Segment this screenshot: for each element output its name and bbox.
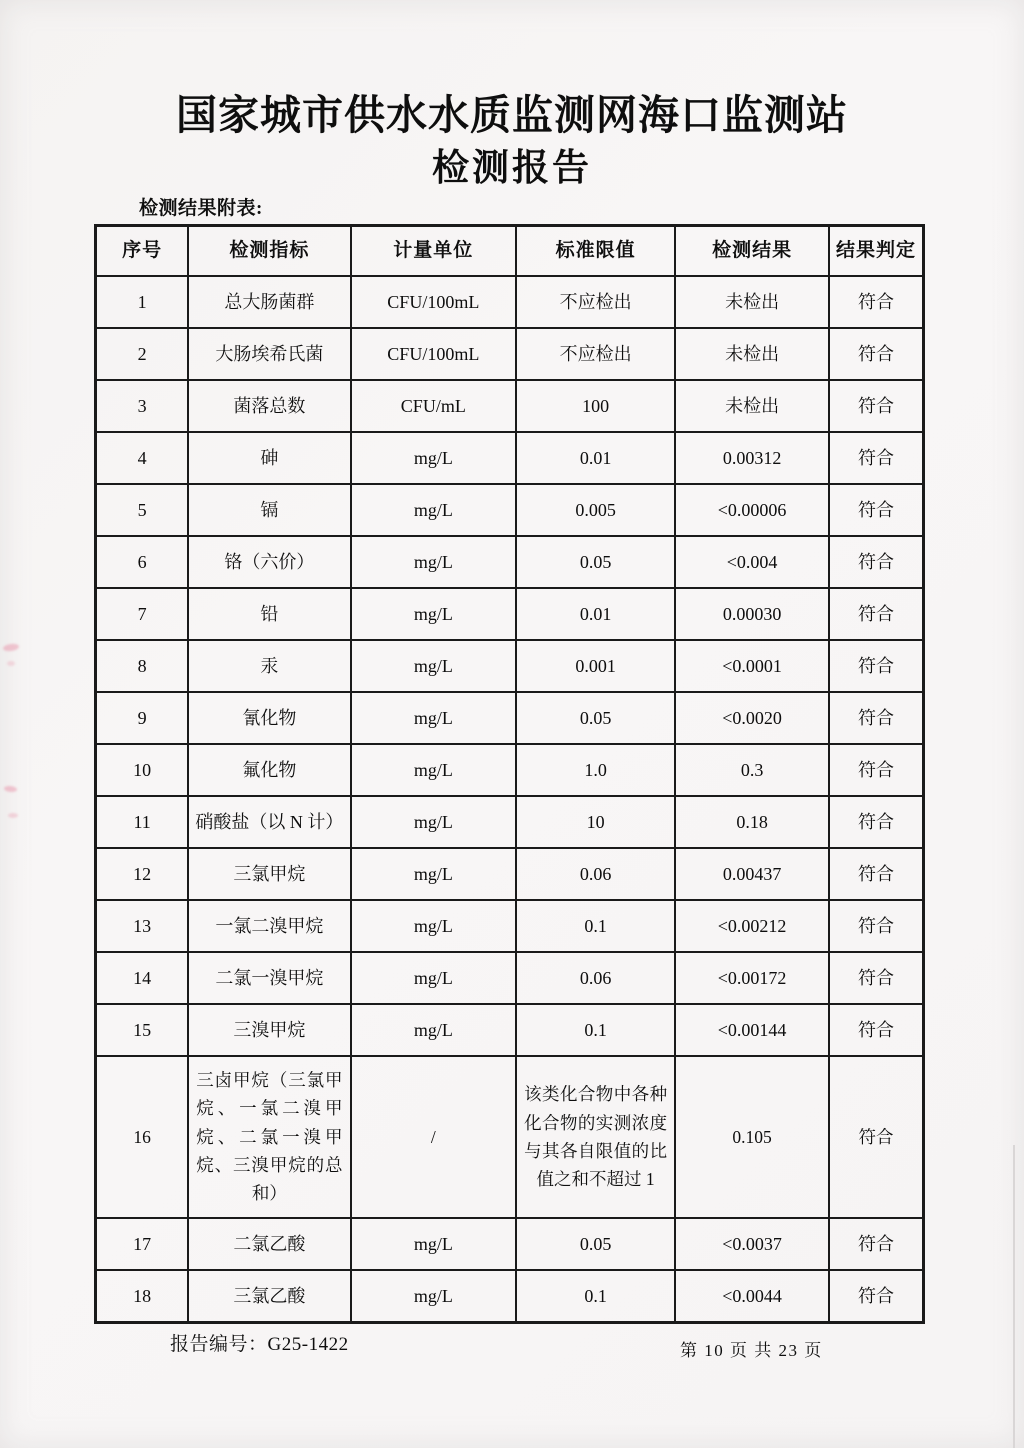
table-cell: 12 [96, 848, 189, 900]
page-indicator: 第 10 页 共 23 页 [680, 1341, 823, 1360]
table-cell: 不应检出 [516, 276, 675, 328]
table-label: 检测结果附表: [139, 198, 263, 219]
table-cell: 0.00030 [675, 588, 829, 640]
scan-smudge [7, 661, 15, 666]
table-row [96, 744, 924, 796]
table-cell: 符合 [829, 380, 923, 432]
table-cell: 13 [96, 900, 189, 952]
table-cell: CFU/100mL [351, 276, 517, 328]
table-cell: 0.1 [516, 1270, 675, 1323]
table-cell: <0.004 [675, 536, 829, 588]
table-cell: 2 [96, 328, 189, 380]
table-cell: 0.3 [675, 744, 829, 796]
table-cell: 符合 [829, 1270, 923, 1323]
table-cell: mg/L [351, 848, 517, 900]
report-number-line [170, 1329, 349, 1356]
table-cell: 0.00312 [675, 432, 829, 484]
header-limit: 标准限值 [516, 226, 675, 277]
table-row [96, 328, 924, 380]
table-row [96, 952, 924, 1004]
table-cell: 氰化物 [188, 692, 350, 744]
table-cell: 3 [96, 380, 189, 432]
table-cell: 100 [516, 380, 675, 432]
table-cell: mg/L [351, 1218, 517, 1270]
table-cell: 11 [96, 796, 189, 848]
table-cell: mg/L [351, 1270, 517, 1323]
table-cell: 符合 [829, 744, 923, 796]
table-cell: <0.00006 [675, 484, 829, 536]
table-row [96, 1218, 924, 1270]
table-cell: 符合 [829, 276, 923, 328]
page-edge-line [1013, 1145, 1015, 1448]
table-row [96, 692, 924, 744]
table-row [96, 796, 924, 848]
table-cell: 未检出 [675, 276, 829, 328]
header-indicator: 检测指标 [188, 226, 350, 277]
table-cell: 0.1 [516, 1004, 675, 1056]
results-table [94, 224, 925, 1324]
table-cell: <0.0037 [675, 1218, 829, 1270]
table-cell: 4 [96, 432, 189, 484]
table-cell: mg/L [351, 536, 517, 588]
table-cell: 符合 [829, 1056, 923, 1218]
table-cell: 14 [96, 952, 189, 1004]
header-unit: 计量单位 [351, 226, 517, 277]
table-cell: 7 [96, 588, 189, 640]
table-cell: 符合 [829, 848, 923, 900]
header-judgment: 结果判定 [829, 226, 923, 277]
table-cell: 未检出 [675, 328, 829, 380]
table-cell: 0.05 [516, 536, 675, 588]
table-cell: 符合 [829, 328, 923, 380]
table-cell: mg/L [351, 796, 517, 848]
table-row [96, 536, 924, 588]
table-cell: 18 [96, 1270, 189, 1323]
table-cell: 10 [96, 744, 189, 796]
table-cell: mg/L [351, 1004, 517, 1056]
table-cell: 0.06 [516, 952, 675, 1004]
table-cell: 总大肠菌群 [188, 276, 350, 328]
table-cell: 铬（六价） [188, 536, 350, 588]
table-row [96, 276, 924, 328]
table-cell: 三卤甲烷（三氯甲烷、一氯二溴甲烷、二氯一溴甲烷、三溴甲烷的总和） [188, 1056, 350, 1218]
table-cell: <0.0020 [675, 692, 829, 744]
table-cell: 0.00437 [675, 848, 829, 900]
scan-smudge [4, 785, 18, 792]
table-cell: mg/L [351, 484, 517, 536]
header-result: 检测结果 [675, 226, 829, 277]
table-cell: 符合 [829, 900, 923, 952]
table-cell: 符合 [829, 952, 923, 1004]
table-cell: CFU/100mL [351, 328, 517, 380]
table-cell: 0.01 [516, 432, 675, 484]
table-cell: CFU/mL [351, 380, 517, 432]
table-cell: 0.06 [516, 848, 675, 900]
table-cell: 符合 [829, 692, 923, 744]
table-row [96, 1270, 924, 1323]
table-cell: 菌落总数 [188, 380, 350, 432]
report-title-line2: 检测报告 [432, 148, 592, 189]
table-cell: 三氯乙酸 [188, 1270, 350, 1323]
scan-smudge [3, 643, 20, 652]
table-cell: 10 [516, 796, 675, 848]
table-row [96, 484, 924, 536]
table-cell: mg/L [351, 952, 517, 1004]
report-number-value: G25-1422 [267, 1334, 349, 1355]
table-cell: 1.0 [516, 744, 675, 796]
table-row [96, 588, 924, 640]
table-row [96, 900, 924, 952]
table-cell: 0.18 [675, 796, 829, 848]
table-row [96, 848, 924, 900]
table-cell: 5 [96, 484, 189, 536]
table-cell: 二氯一溴甲烷 [188, 952, 350, 1004]
table-cell: 符合 [829, 432, 923, 484]
table-cell: <0.00212 [675, 900, 829, 952]
table-cell: 三溴甲烷 [188, 1004, 350, 1056]
report-title-line1: 国家城市供水水质监测网海口监测站 [176, 92, 848, 138]
scan-smudge [8, 813, 18, 818]
header-seq: 序号 [96, 226, 189, 277]
table-row [96, 380, 924, 432]
table-cell: <0.00144 [675, 1004, 829, 1056]
table-cell: <0.00172 [675, 952, 829, 1004]
table-row [96, 640, 924, 692]
report-number-label: 报告编号： [170, 1334, 268, 1355]
table-cell: 8 [96, 640, 189, 692]
table-cell: 17 [96, 1218, 189, 1270]
table-cell: mg/L [351, 640, 517, 692]
table-cell: 符合 [829, 536, 923, 588]
table-cell: / [351, 1056, 517, 1218]
table-cell: 0.1 [516, 900, 675, 952]
table-row [96, 432, 924, 484]
table-cell: 0.001 [516, 640, 675, 692]
table-cell: 氟化物 [188, 744, 350, 796]
table-cell: 符合 [829, 1004, 923, 1056]
table-cell: 0.005 [516, 484, 675, 536]
table-cell: 一氯二溴甲烷 [188, 900, 350, 952]
table-cell: mg/L [351, 588, 517, 640]
table-row [96, 1004, 924, 1056]
table-cell: 汞 [188, 640, 350, 692]
table-cell: 符合 [829, 1218, 923, 1270]
table-cell: 符合 [829, 796, 923, 848]
table-row [96, 1056, 924, 1218]
table-cell: 0.05 [516, 1218, 675, 1270]
table-cell: 15 [96, 1004, 189, 1056]
table-cell: 0.01 [516, 588, 675, 640]
table-cell: 1 [96, 276, 189, 328]
table-cell: mg/L [351, 692, 517, 744]
table-cell: 符合 [829, 588, 923, 640]
table-cell: 该类化合物中各种化合物的实测浓度与其各自限值的比值之和不超过 1 [516, 1056, 675, 1218]
table-cell: <0.0001 [675, 640, 829, 692]
table-cell: 铅 [188, 588, 350, 640]
table-cell: 大肠埃希氏菌 [188, 328, 350, 380]
table-cell: mg/L [351, 900, 517, 952]
table-cell: 镉 [188, 484, 350, 536]
table-cell: 16 [96, 1056, 189, 1218]
table-cell: mg/L [351, 744, 517, 796]
table-cell: 不应检出 [516, 328, 675, 380]
table-cell: mg/L [351, 432, 517, 484]
table-cell: 二氯乙酸 [188, 1218, 350, 1270]
table-cell: 三氯甲烷 [188, 848, 350, 900]
table-body [96, 276, 924, 1322]
table-cell: <0.0044 [675, 1270, 829, 1323]
table-cell: 硝酸盐（以 N 计） [188, 796, 350, 848]
table-cell: 9 [96, 692, 189, 744]
table-cell: 符合 [829, 640, 923, 692]
table-cell: 未检出 [675, 380, 829, 432]
table-header-row [96, 226, 924, 277]
table-cell: 0.105 [675, 1056, 829, 1218]
table-cell: 符合 [829, 484, 923, 536]
table-cell: 0.05 [516, 692, 675, 744]
table-cell: 砷 [188, 432, 350, 484]
table-cell: 6 [96, 536, 189, 588]
